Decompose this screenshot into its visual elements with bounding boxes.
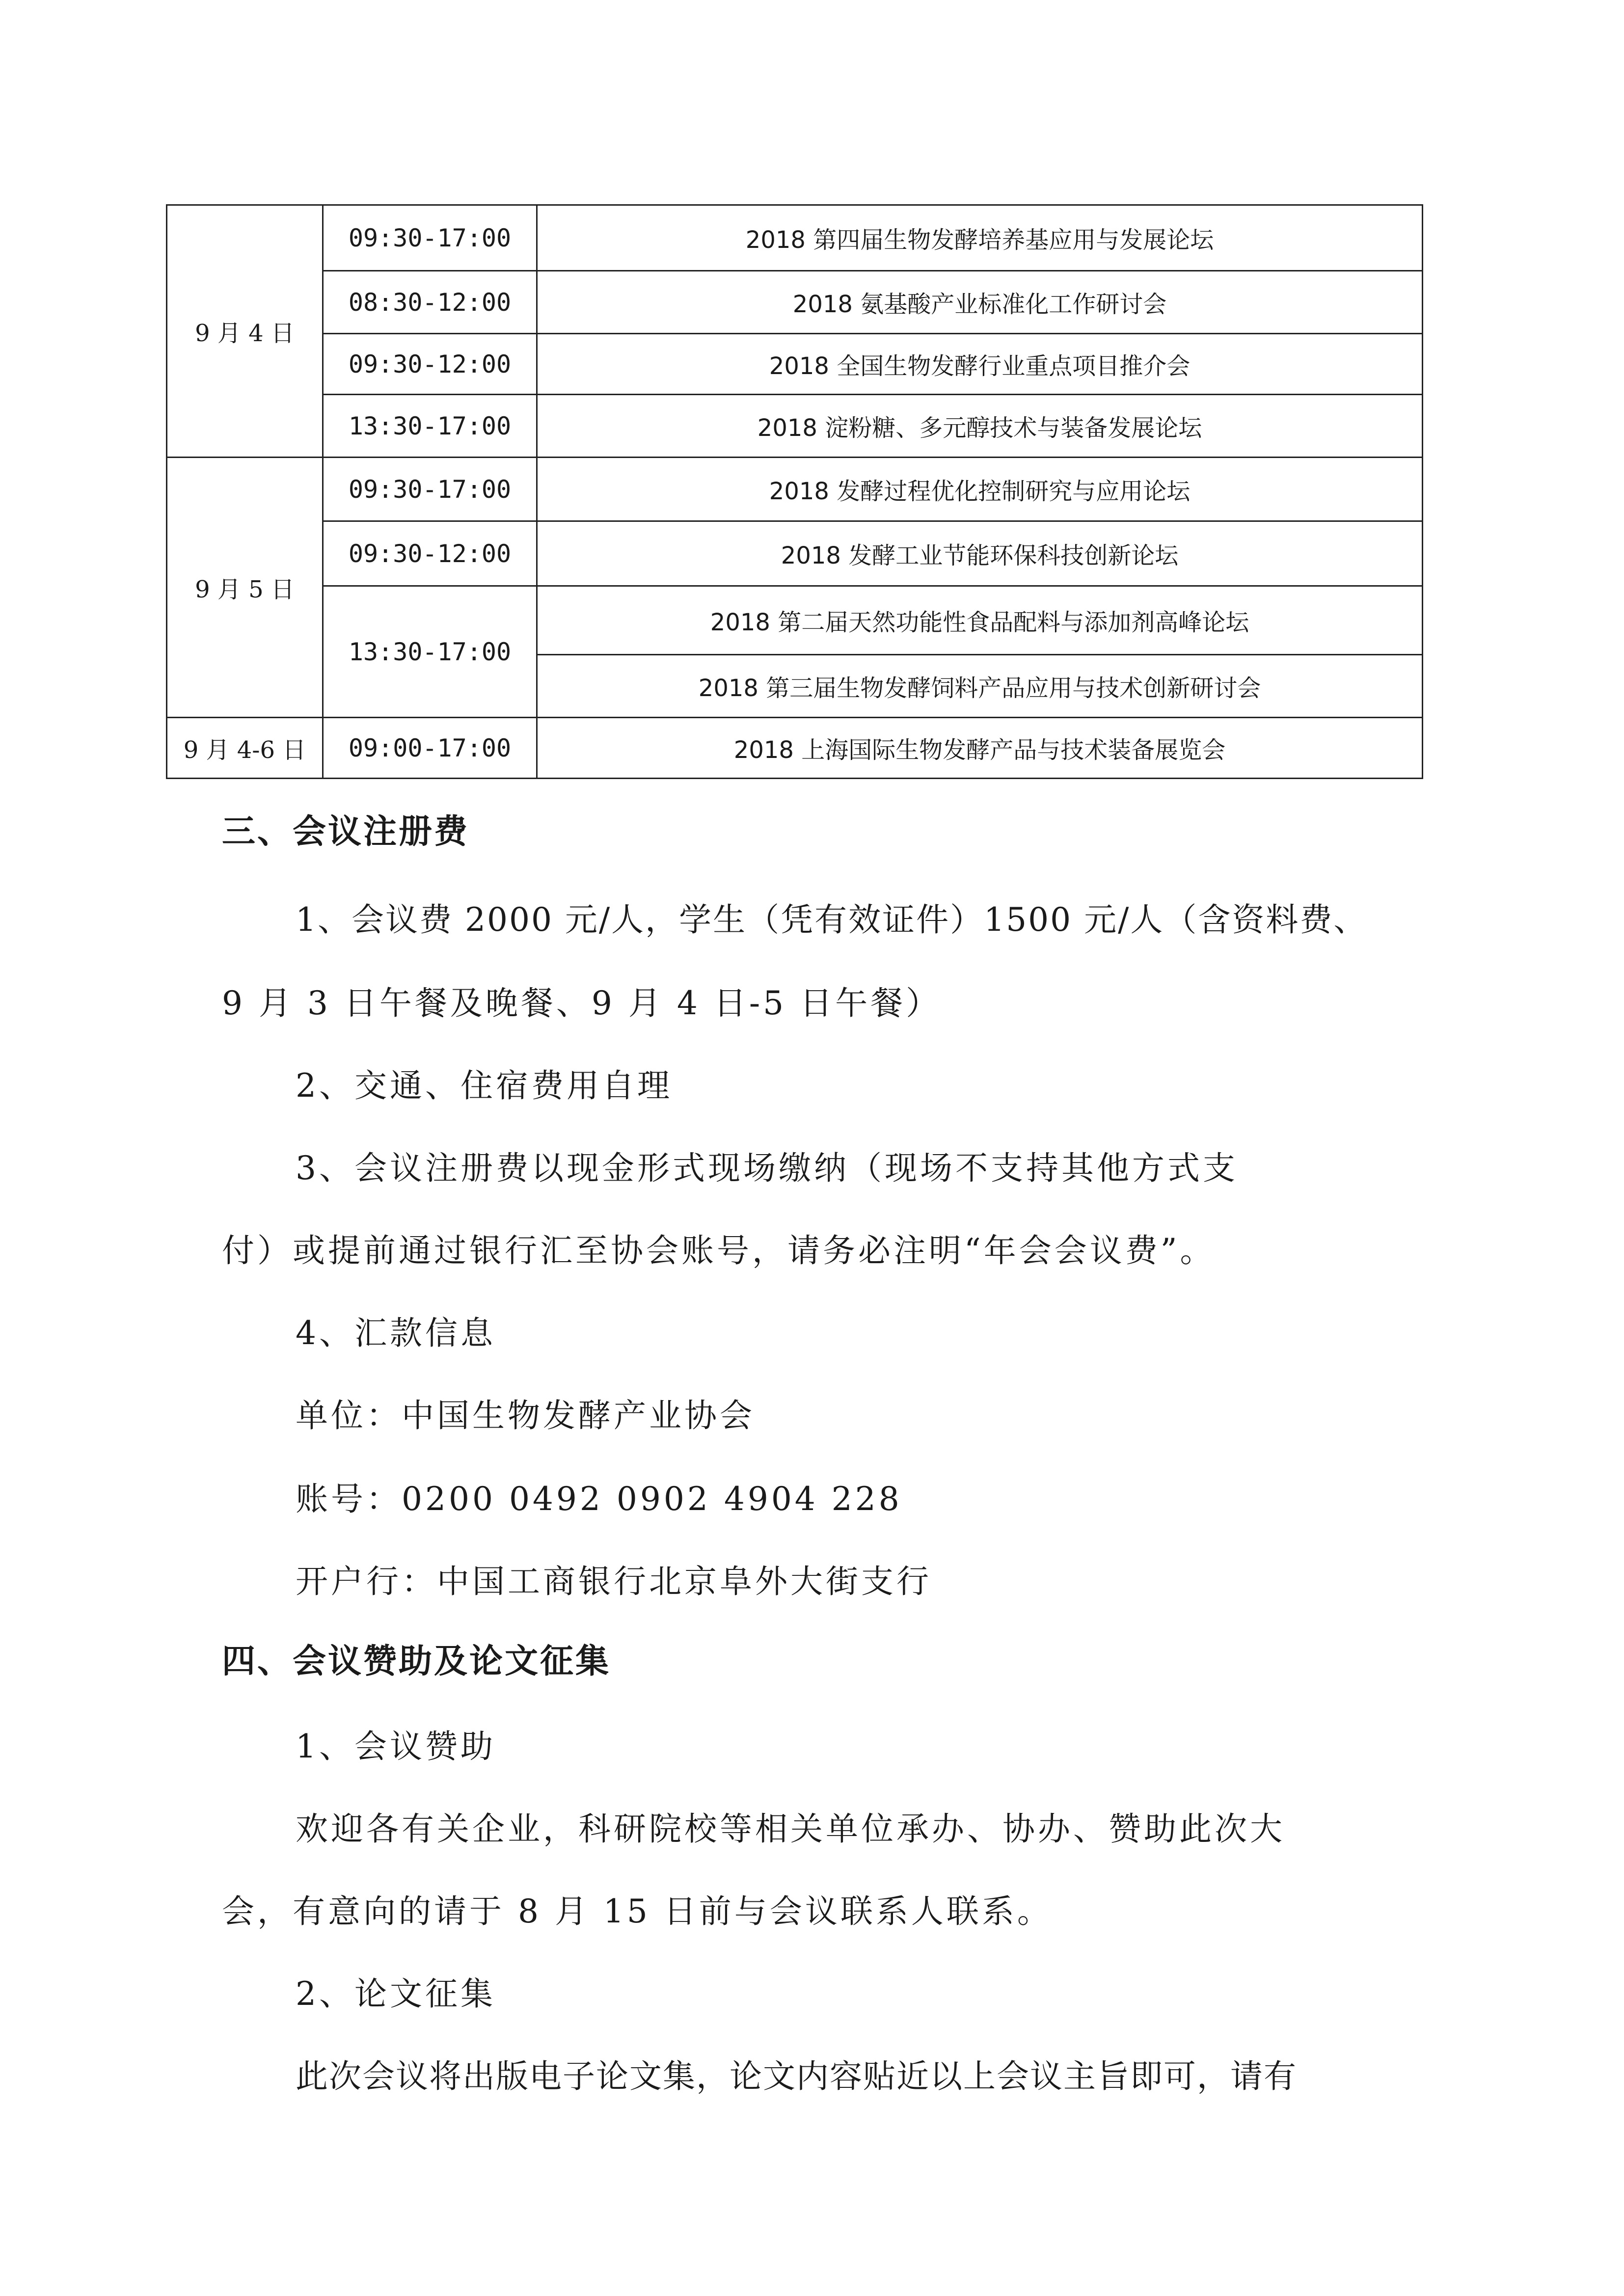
section-heading: 三、会议注册费 — [222, 812, 470, 851]
date-cell: 9 月 4-6 日 — [167, 718, 323, 779]
time-cell: 09:00-17:00 — [323, 718, 537, 779]
time-cell: 08:30-12:00 — [323, 271, 537, 334]
paragraph-line: 1、会议赞助 — [296, 1728, 496, 1765]
table-row — [167, 521, 1423, 586]
table-row — [167, 271, 1423, 334]
table-row — [167, 334, 1423, 395]
section-heading: 四、会议赞助及论文征集 — [222, 1642, 611, 1681]
event-cell: 2018 氨基酸产业标准化工作研讨会 — [537, 271, 1423, 334]
time-cell: 09:30-17:00 — [323, 458, 537, 521]
time-cell: 09:30-12:00 — [323, 521, 537, 586]
event-cell: 2018 第四届生物发酵培养基应用与发展论坛 — [537, 205, 1423, 271]
remittance-unit: 单位：中国生物发酵产业协会 — [296, 1397, 755, 1434]
table-row — [167, 395, 1423, 458]
paragraph-line: 1、会议费 2000 元/人，学生（凭有效证件）1500 元/人（含资料费、 — [296, 901, 1368, 939]
event-cell: 2018 淀粉糖、多元醇技术与装备发展论坛 — [537, 395, 1423, 458]
schedule-table — [166, 204, 1423, 779]
time-cell: 13:30-17:00 — [323, 395, 537, 458]
remittance-bank: 开户行：中国工商银行北京阜外大街支行 — [296, 1563, 932, 1600]
date-cell: 9 月 5 日 — [167, 458, 323, 718]
event-cell: 2018 第三届生物发酵饲料产品应用与技术创新研讨会 — [537, 655, 1423, 718]
time-cell: 09:30-12:00 — [323, 334, 537, 395]
event-cell: 2018 上海国际生物发酵产品与技术装备展览会 — [537, 718, 1423, 779]
paragraph-line: 9 月 3 日午餐及晚餐、9 月 4 日-5 日午餐） — [222, 984, 942, 1022]
paragraph-line: 4、汇款信息 — [296, 1314, 496, 1352]
paragraph-line: 2、论文征集 — [296, 1975, 496, 2013]
event-cell: 2018 发酵工业节能环保科技创新论坛 — [537, 521, 1423, 586]
time-cell: 09:30-17:00 — [323, 205, 537, 271]
paragraph-line: 此次会议将出版电子论文集，论文内容贴近以上会议主旨即可，请有 — [296, 2057, 1297, 2095]
event-cell: 2018 发酵过程优化控制研究与应用论坛 — [537, 458, 1423, 521]
event-cell: 2018 全国生物发酵行业重点项目推介会 — [537, 334, 1423, 395]
remittance-account: 账号：0200 0492 0902 4904 228 — [296, 1480, 902, 1518]
paragraph-line: 2、交通、住宿费用自理 — [296, 1067, 673, 1105]
paragraph-line: 会，有意向的请于 8 月 15 日前与会议联系人联系。 — [222, 1892, 1053, 1930]
table-row — [167, 718, 1423, 779]
table-row — [167, 586, 1423, 655]
table-row — [167, 205, 1423, 271]
paragraph-line: 3、会议注册费以现金形式现场缴纳（现场不支持其他方式支 — [296, 1149, 1238, 1187]
paragraph-line: 付）或提前通过银行汇至协会账号，请务必注明“年会会议费”。 — [222, 1232, 1216, 1270]
table-row — [167, 458, 1423, 521]
time-cell: 13:30-17:00 — [323, 586, 537, 718]
event-cell: 2018 第二届天然功能性食品配料与添加剂高峰论坛 — [537, 586, 1423, 655]
date-cell: 9 月 4 日 — [167, 205, 323, 458]
paragraph-line: 欢迎各有关企业，科研院校等相关单位承办、协办、赞助此次大 — [296, 1810, 1285, 1848]
